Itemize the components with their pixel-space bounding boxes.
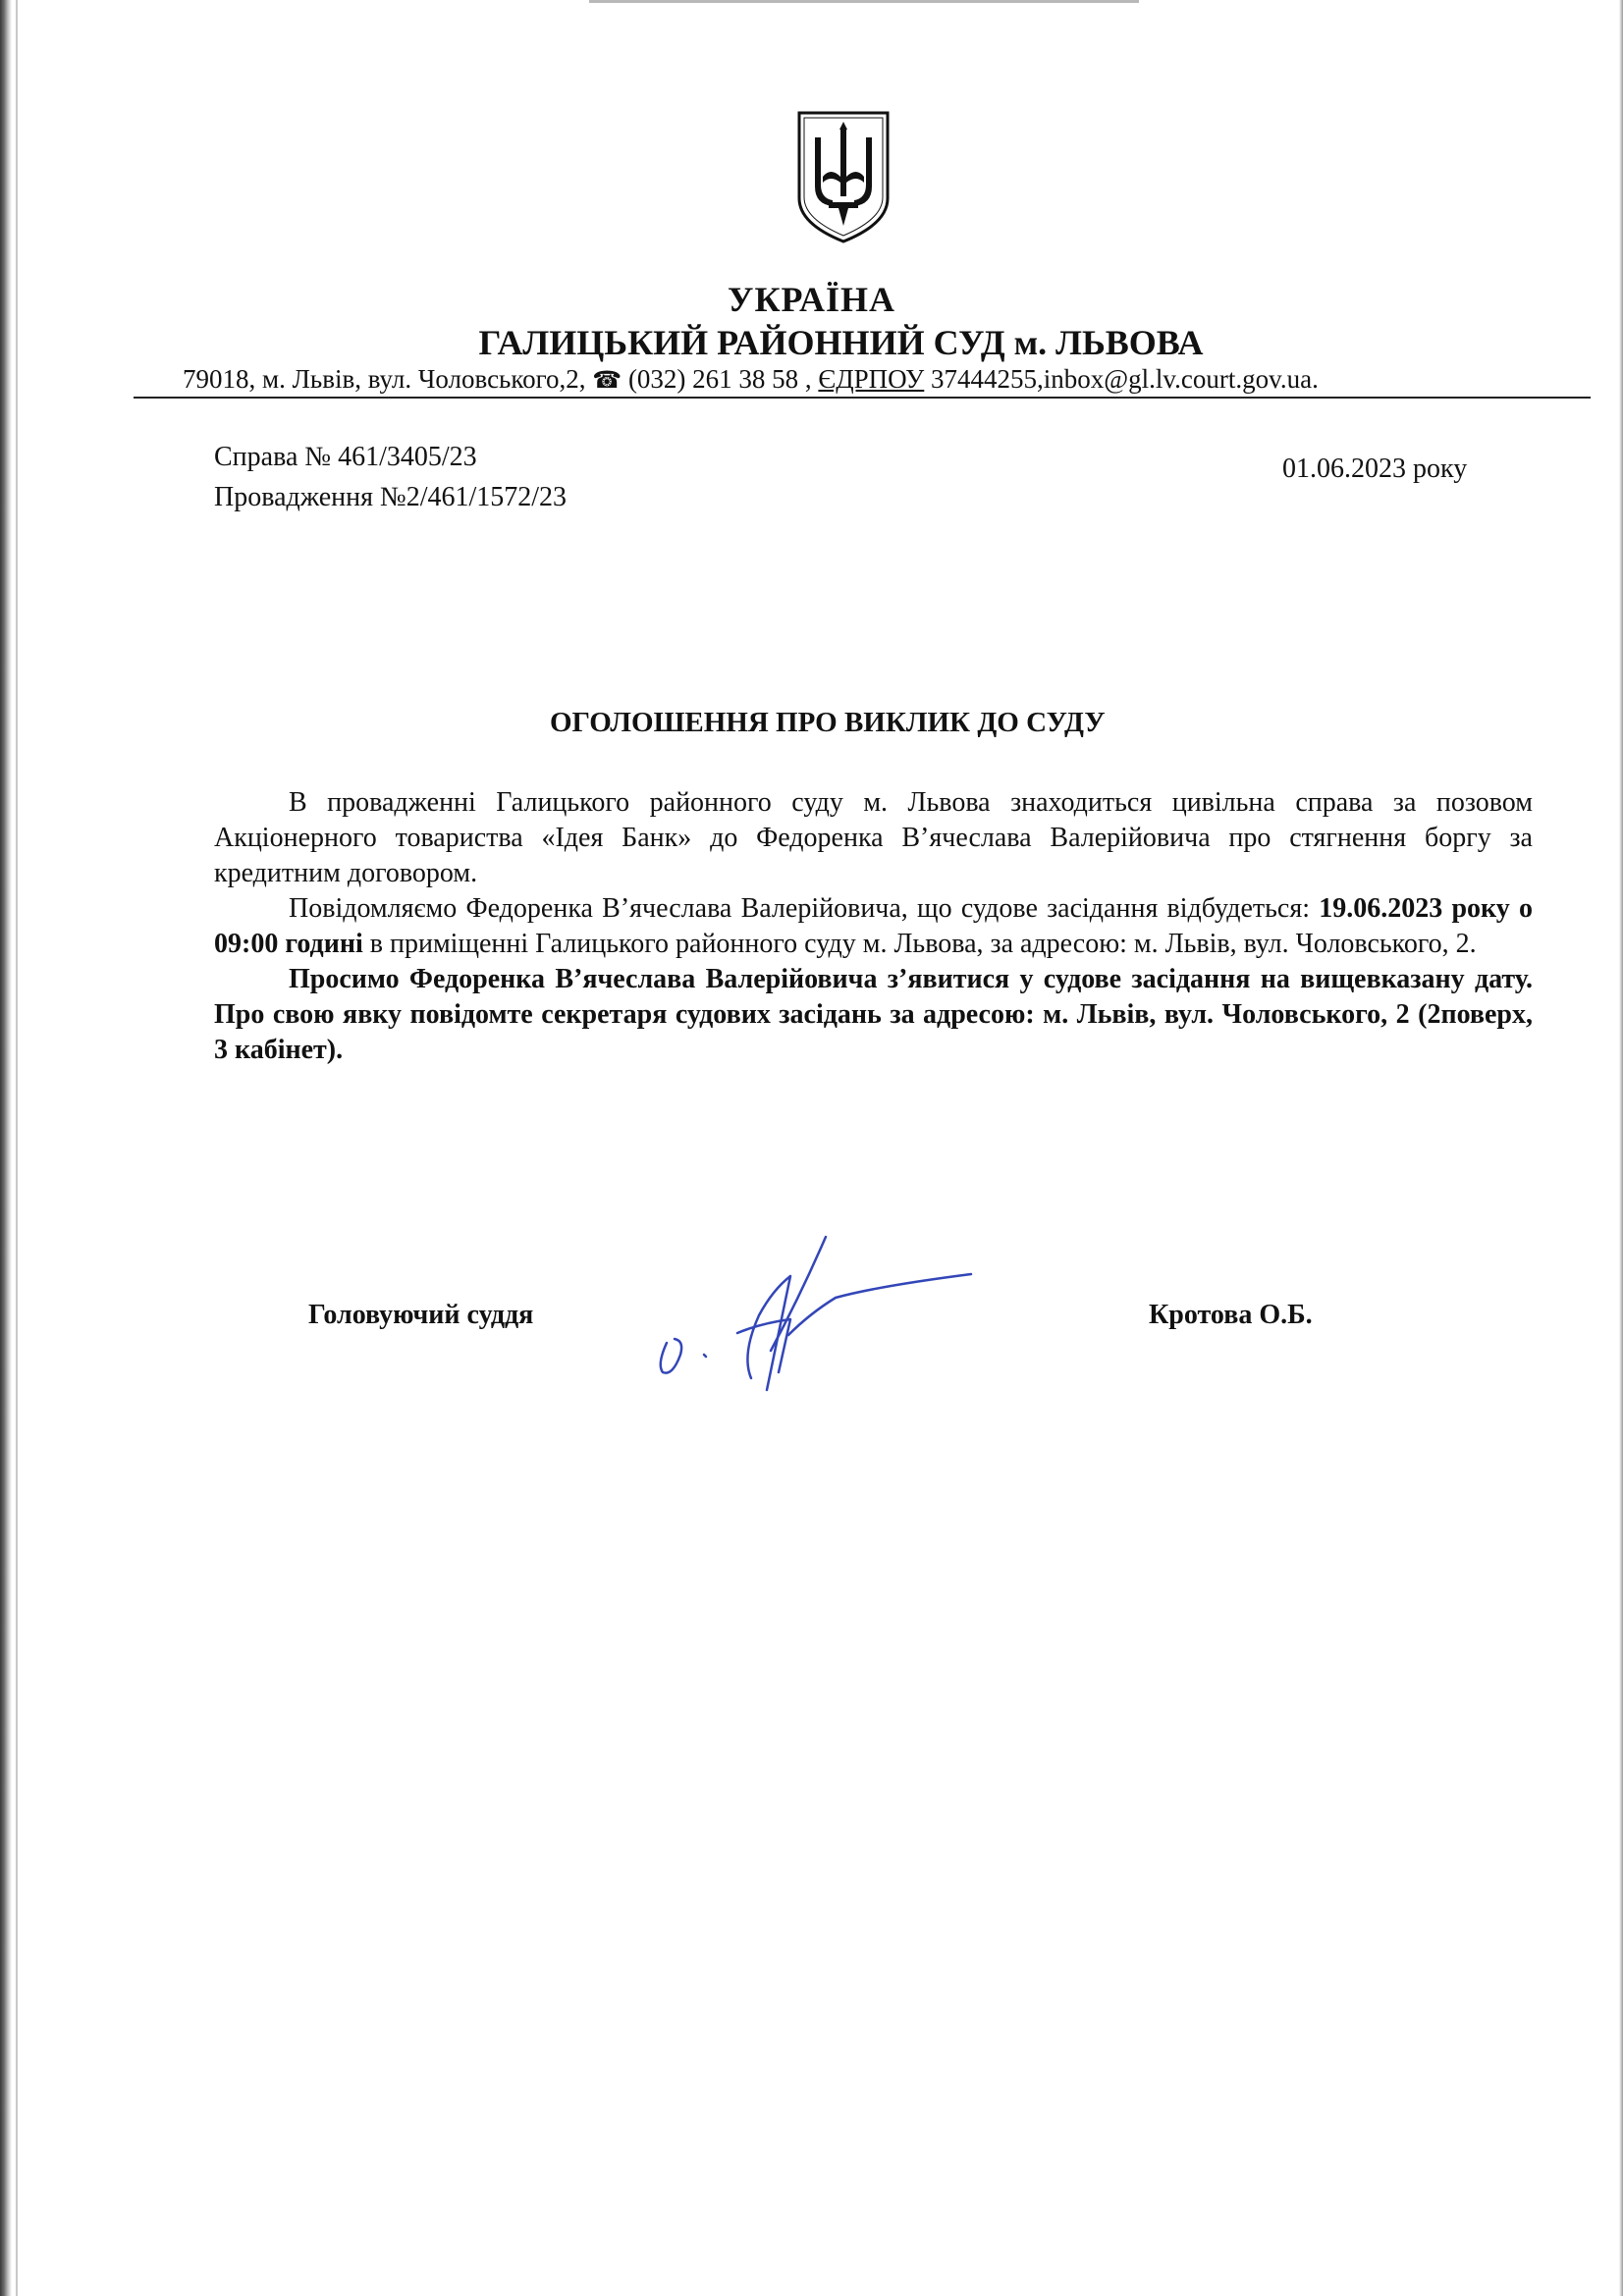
hearing-datetime: 19.06.2023 року о 09:00 годині — [214, 893, 1533, 959]
coat-of-arms-icon — [793, 108, 893, 245]
court-address: 79018, м. Львів, вул. Чоловського,2, — [183, 364, 593, 394]
scan-top-mark — [589, 0, 1139, 3]
court-phone: (032) 261 38 58 , — [627, 364, 812, 394]
scan-line-left — [16, 0, 18, 2296]
court-title: ГАЛИЦЬКИЙ РАЙОННИЙ СУД м. ЛЬВОВА — [478, 323, 1204, 362]
signer-role: Головуючий суддя — [308, 1300, 534, 1330]
edrpou-label: ЄДРПОУ — [818, 364, 925, 394]
body-paragraph-2 — [214, 891, 1533, 962]
telephone-icon: ☎ — [592, 368, 622, 394]
summons-request: Просимо Федоренка В’ячеслава Валерійовича з’явитися у судове засідання на вищевказану дату. Про свою явку повідомте секретаря судових засідань за адресою: м. Львів, вул. Чоловського, 2 (2поверх, 3 кабінет). — [214, 964, 1533, 1065]
case-number: Справа № 461/3405/23 — [214, 442, 477, 472]
edrpou-and-email: 37444255,inbox@gl.lv.court.gov.ua. — [924, 364, 1319, 394]
body-paragraph-3 — [214, 962, 1533, 1068]
document-body — [214, 785, 1533, 1068]
document-date: 01.06.2023 року — [1282, 454, 1468, 484]
court-address-line — [183, 364, 1319, 395]
paragraph-2-end: в приміщенні Галицького районного суду м. Львова, за адресою: м. Львів, вул. Чоловського, 2. — [362, 929, 1477, 959]
handwritten-signature — [643, 1207, 977, 1404]
body-paragraph-1: В провадженні Галицького районного суду м. Львова знаходиться цивільна справа за позовом Акціонерного товариства «Ідея Банк» до Федоренка В’ячеслава Валерійовича про стягнення боргу за кредитним договором. — [214, 787, 1533, 888]
signer-name: Кротова О.Б. — [1149, 1300, 1313, 1330]
country-title: УКРАЇНА — [728, 280, 895, 319]
paragraph-2-start: Повідомляємо Федоренка В’ячеслава Валерійовича, що судове засідання відбудеться: — [289, 893, 1320, 924]
document-heading: ОГОЛОШЕННЯ ПРО ВИКЛИК ДО СУДУ — [550, 707, 1106, 738]
header-divider — [134, 397, 1591, 399]
proceeding-number: Провадження №2/461/1572/23 — [214, 482, 568, 512]
scan-edge-left — [0, 0, 12, 2296]
